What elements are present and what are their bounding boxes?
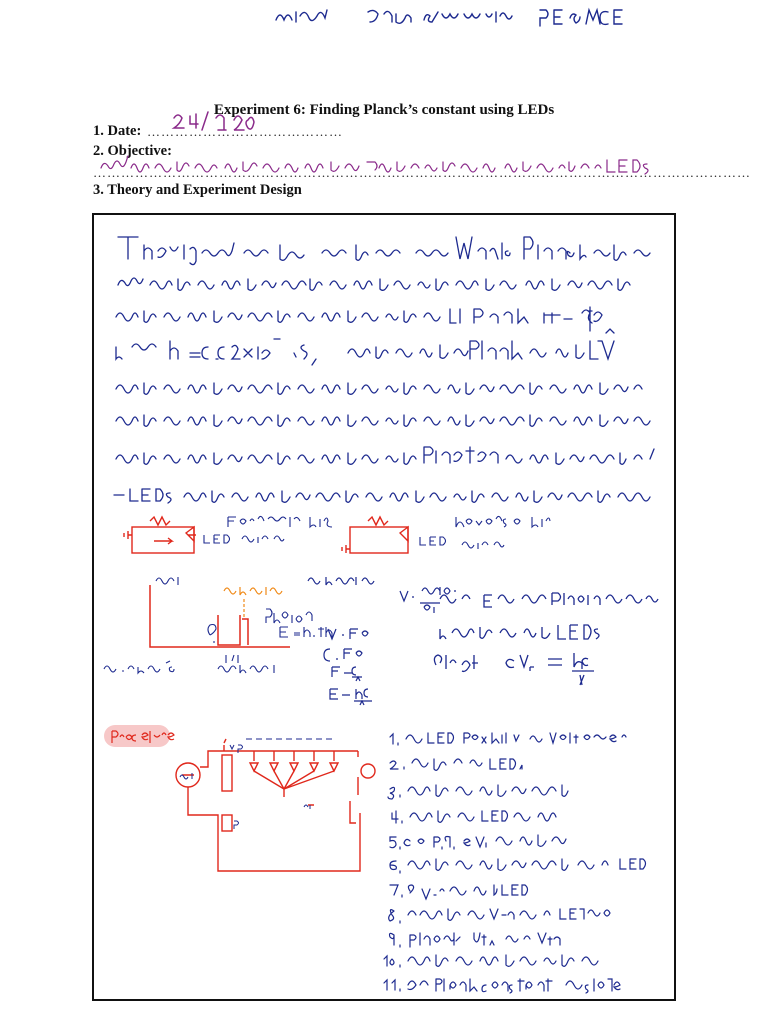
document-title: Experiment 6: Finding Planck’s constant using LEDs <box>213 102 555 118</box>
threshold-energy-label <box>224 587 282 619</box>
procedure-badge <box>104 725 174 747</box>
theory-text-handwriting <box>114 237 654 503</box>
energy-photon-graph <box>150 585 290 647</box>
formula-column <box>308 577 456 705</box>
theory-label: 3. Theory and Experiment Design <box>93 182 302 198</box>
handwritten-objective <box>93 150 751 180</box>
reverse-bias-circuit <box>342 517 408 553</box>
experiment-circuit <box>176 739 375 871</box>
date-label: 1. Date: <box>93 123 142 139</box>
objective-label: 2. Objective: <box>93 143 172 159</box>
handwritten-notes-box <box>92 213 676 1001</box>
forward-bias-circuit <box>124 517 196 553</box>
date-field-dots: …………………………………… <box>147 124 343 139</box>
objective-field-dots: …………………………………………………………………………………………………………………………… <box>93 165 751 180</box>
procedure-steps-handwriting <box>384 733 646 993</box>
handwritten-date <box>160 108 260 138</box>
photon-energy-note <box>434 593 658 685</box>
forward-bias-label <box>204 516 332 543</box>
handwritten-header-signature <box>0 0 768 40</box>
handwritten-notes-drawing <box>94 215 674 999</box>
reverse-bias-label <box>420 516 550 549</box>
